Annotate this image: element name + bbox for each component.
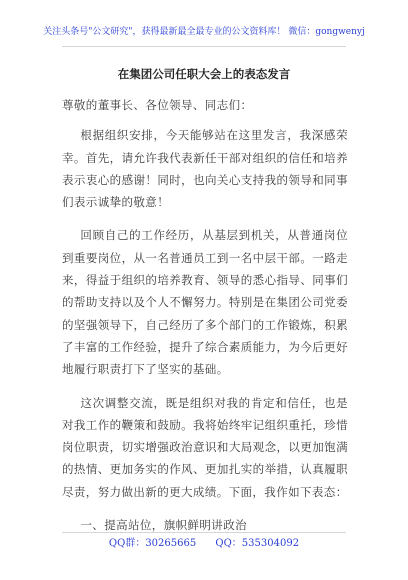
footer-qq: QQ：535304092 bbox=[215, 538, 300, 549]
footer bbox=[0, 537, 408, 551]
document-title: 在集团公司任职大会上的表态发言 bbox=[117, 67, 291, 81]
header-note: 关注头条号"公文研究"，获得最新最全最专业的公文资料库！ 微信：gongwenyj bbox=[43, 27, 365, 37]
salutation: 尊敬的董事长、各位领导、同志们： bbox=[62, 98, 253, 112]
section-heading-1: 一、提高站位，旗帜鲜明讲政治 bbox=[80, 518, 247, 533]
footer-qq-group: QQ群：30265665 bbox=[108, 538, 197, 549]
footer-divider bbox=[62, 532, 346, 533]
document-body bbox=[62, 94, 348, 536]
paragraph-3: 这次调整交流，既是组织对我的肯定和信任，也是对我工作的鞭策和鼓励。我将始终牢记组织重托，珍惜岗位职责，切实增强政治意识和大局观念，以更加饱满的热情、更加务实的作风、更加扎实的举措，认真履职尽责，努力做出新的更大成绩。下面，我作如下表态： bbox=[62, 395, 348, 499]
header-divider bbox=[62, 46, 346, 47]
paragraph-1: 根据组织安排，今天能够站在这里发言，我深感荣幸。首先，请允许我代表新任干部对组织的信任和培养表示衷心的感谢！同时，也向关心支持我的领导和同事们表示诚挚的敬意！ bbox=[62, 128, 348, 210]
paragraph-2: 回顾自己的工作经历，从基层到机关，从普通岗位到重要岗位，从一名普通员工到一名中层干部。一路走来，得益于组织的培养教育、领导的悉心指导、同事们的帮助支持以及个人不懈努力。特别是在集团公司党委的坚强领导下，自己经历了多个部门的工作锻炼，积累了丰富的工作经验，提升了综合素质能力，为今后更好地履行职责打下了坚实的基础。 bbox=[62, 228, 348, 377]
